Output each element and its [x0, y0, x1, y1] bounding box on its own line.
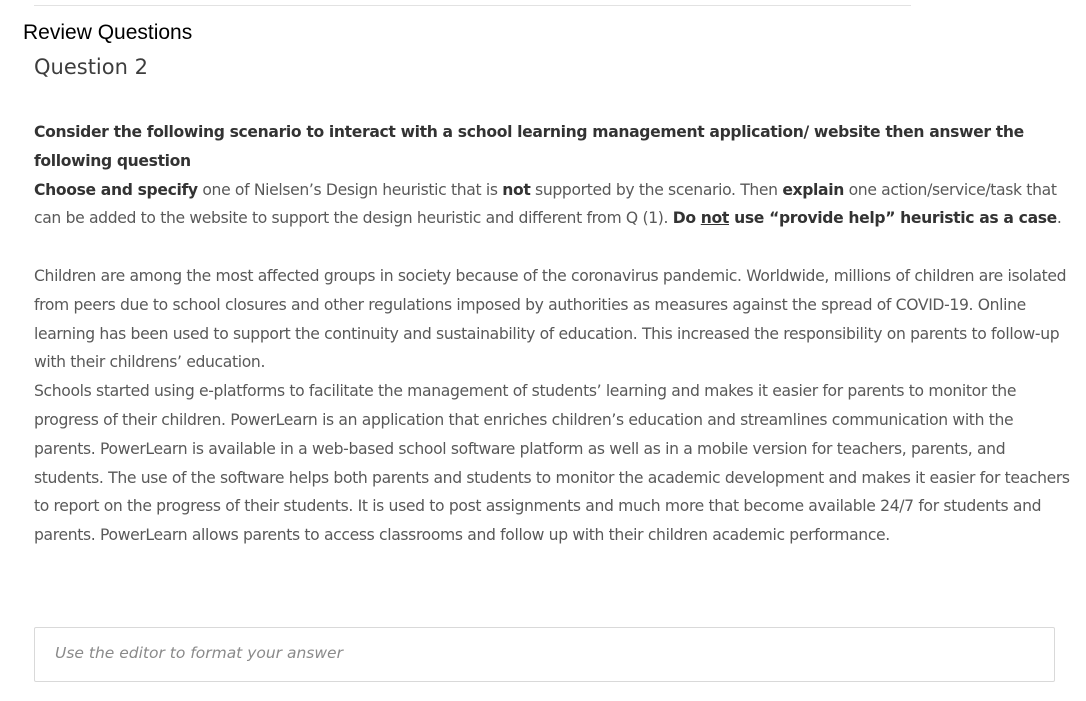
instructions-choose-specify: Choose and specify: [34, 180, 198, 199]
instructions-explain: explain: [782, 180, 844, 199]
paragraph-gap: [34, 233, 1070, 262]
answer-editor[interactable]: [34, 627, 1055, 682]
question-body: [34, 118, 1070, 550]
instructions-provide-help: use “provide help” heuristic as a case: [729, 209, 1057, 228]
instructions: [34, 118, 1070, 233]
section-title: Review Questions: [23, 21, 193, 44]
instructions-text-1: one of Nielsen’s Design heuristic that is: [197, 180, 503, 199]
instructions-not-underlined: not: [700, 209, 729, 228]
instructions-period: .: [1056, 209, 1062, 228]
instructions-lead: Consider the following scenario to interact with a school learning management application/ website then answer the following question: [34, 123, 1024, 170]
instructions-text-3: one action/service/task that can be added to the website to support the design heuristic and different from Q (1).: [34, 180, 1057, 228]
instructions-text-2: supported by the scenario. Then: [530, 180, 783, 199]
scenario-paragraph-2: Schools started using e-platforms to facilitate the management of students’ learning and makes it easier for parents to monitor the progress of their children. PowerLearn is an application that enriches children’s education and streamlines communication with the parents. PowerLearn is available in a web-based school software platform as well as in a mobile version for teachers, parents, and students. The use of the software helps both parents and students to monitor the academic development and makes it easier for teachers to report on the progress of their students. It is used to post assignments and much more that become available 24/7 for students and parents. PowerLearn allows parents to access classrooms and follow up with their children academic performance.: [34, 382, 1070, 545]
scenario-paragraph-1: Children are among the most affected groups in society because of the coronavirus pandemic. Worldwide, millions of children are isolated from peers due to school closures and other regulations imposed by authorities as measures against the spread of COVID-19. Online learning has been used to support the continuity and sustainability of education. This increased the responsibility on parents to follow-up with their childrens’ education.: [34, 266, 1067, 372]
question-title: Question 2: [34, 55, 148, 79]
answer-placeholder: Use the editor to format your answer: [55, 644, 343, 662]
instructions-do: Do: [672, 209, 701, 228]
instructions-not: not: [502, 180, 531, 199]
top-divider: [34, 5, 911, 6]
